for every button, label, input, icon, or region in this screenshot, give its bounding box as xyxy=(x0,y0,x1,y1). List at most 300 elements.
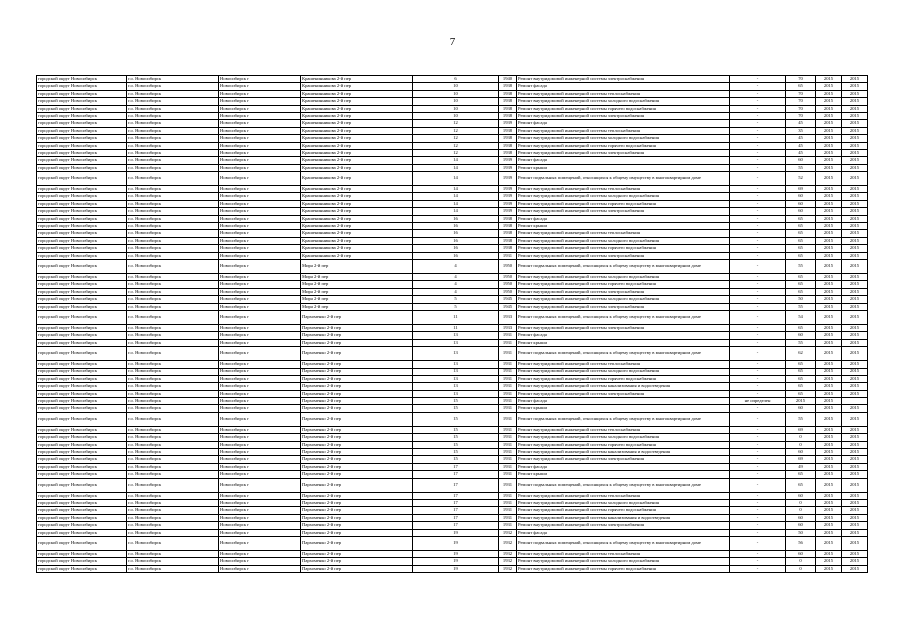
cell-city: Новосибирск г xyxy=(219,361,301,368)
cell-plan-end: 2015 xyxy=(842,288,868,295)
table-row xyxy=(37,273,868,280)
cell-house: 19 xyxy=(413,536,499,550)
table-row xyxy=(37,412,868,426)
cell-settlement: г.о. Новосибирск xyxy=(127,208,219,215)
cell-city: Новосибирск г xyxy=(219,288,301,295)
cell-work-type: Ремонт внутридомовой инженерной системы холодного водоснабжения xyxy=(517,135,730,142)
cell-street: Пархоменко 2-й пер xyxy=(301,390,413,397)
cell-city: Новосибирск г xyxy=(219,565,301,572)
table-row xyxy=(37,463,868,470)
cell-house: 10 xyxy=(413,112,499,119)
cell-work-type: Ремонт внутридомовой инженерной системы электроснабжения xyxy=(517,112,730,119)
cell-work-type: Ремонт внутридомовой инженерной системы холодного водоснабжения xyxy=(517,237,730,244)
cell-year: 1950 xyxy=(499,259,517,273)
cell-year: 1931 xyxy=(499,339,517,346)
cell-wear: 2015 xyxy=(786,398,816,405)
cell-standard: - xyxy=(730,441,786,448)
cell-plan-start: 2015 xyxy=(816,478,842,492)
cell-work-type: Ремонт фасада xyxy=(517,529,730,536)
cell-city: Новосибирск г xyxy=(219,405,301,412)
cell-city: Новосибирск г xyxy=(219,296,301,303)
cell-settlement: г.о. Новосибирск xyxy=(127,558,219,565)
table-row xyxy=(37,558,868,565)
cell-plan-start: 2015 xyxy=(816,426,842,433)
cell-wear: 65 xyxy=(786,390,816,397)
cell-plan-start: 2015 xyxy=(816,471,842,478)
cell-settlement: г.о. Новосибирск xyxy=(127,127,219,134)
cell-municipality: городской округ Новосибирск xyxy=(37,529,127,536)
cell-standard: - xyxy=(730,390,786,397)
cell-municipality: городской округ Новосибирск xyxy=(37,405,127,412)
cell-standard: - xyxy=(730,347,786,361)
cell-city: Новосибирск г xyxy=(219,303,301,310)
cell-year: 1939 xyxy=(499,120,517,127)
cell-municipality: городской округ Новосибирск xyxy=(37,324,127,331)
cell-street: Мира 2-й пер xyxy=(301,288,413,295)
cell-settlement: г.о. Новосибирск xyxy=(127,347,219,361)
table-row xyxy=(37,120,868,127)
cell-street: Пархоменко 2-й пер xyxy=(301,361,413,368)
cell-house: 13 xyxy=(413,383,499,390)
cell-work-type: Ремонт внутридомовой инженерной системы теплоснабжения xyxy=(517,550,730,557)
cell-city: Новосибирск г xyxy=(219,514,301,521)
cell-city: Новосибирск г xyxy=(219,157,301,164)
cell-plan-end: 2015 xyxy=(842,492,868,499)
cell-work-type: Ремонт внутридомовой инженерной системы теплоснабжения xyxy=(517,127,730,134)
cell-street: Пархоменко 2-й пер xyxy=(301,499,413,506)
cell-standard: - xyxy=(730,112,786,119)
cell-street: Пархоменко 2-й пер xyxy=(301,558,413,565)
cell-city: Новосибирск г xyxy=(219,347,301,361)
cell-house: 10 xyxy=(413,105,499,112)
cell-city: Новосибирск г xyxy=(219,223,301,230)
cell-settlement: г.о. Новосибирск xyxy=(127,550,219,557)
cell-municipality: городской округ Новосибирск xyxy=(37,361,127,368)
cell-house: 5 xyxy=(413,303,499,310)
cell-plan-start: 2015 xyxy=(816,441,842,448)
cell-municipality: городской округ Новосибирск xyxy=(37,127,127,134)
cell-city: Новосибирск г xyxy=(219,324,301,331)
cell-plan-end: 2015 xyxy=(842,463,868,470)
cell-house: 12 xyxy=(413,135,499,142)
cell-plan-start: 2015 xyxy=(816,157,842,164)
cell-municipality: городской округ Новосибирск xyxy=(37,492,127,499)
cell-house: 14 xyxy=(413,208,499,215)
page-number: 7 xyxy=(449,36,456,48)
cell-standard: - xyxy=(730,76,786,83)
cell-standard: - xyxy=(730,193,786,200)
cell-street: Пархоменко 2-й пер xyxy=(301,405,413,412)
cell-plan-start: 2015 xyxy=(816,120,842,127)
cell-street: Крашенинникова 2-й пер xyxy=(301,208,413,215)
table-row xyxy=(37,492,868,499)
cell-year: 1931 xyxy=(499,434,517,441)
cell-work-type: Ремонт крыши xyxy=(517,164,730,171)
cell-plan-end: 2015 xyxy=(842,514,868,521)
cell-municipality: городской округ Новосибирск xyxy=(37,347,127,361)
cell-plan-start: 2015 xyxy=(816,507,842,514)
table-row xyxy=(37,339,868,346)
cell-municipality: городской округ Новосибирск xyxy=(37,426,127,433)
table-row xyxy=(37,332,868,339)
cell-city: Новосибирск г xyxy=(219,135,301,142)
cell-plan-end: 2015 xyxy=(842,324,868,331)
cell-house: 14 xyxy=(413,200,499,207)
cell-settlement: г.о. Новосибирск xyxy=(127,157,219,164)
cell-city: Новосибирск г xyxy=(219,164,301,171)
cell-house: 13 xyxy=(413,339,499,346)
cell-settlement: г.о. Новосибирск xyxy=(127,259,219,273)
cell-street: Крашенинникова 2-й пер xyxy=(301,164,413,171)
cell-plan-end: 2015 xyxy=(842,507,868,514)
cell-wear: 60 xyxy=(786,550,816,557)
cell-house: 11 xyxy=(413,310,499,324)
cell-municipality: городской округ Новосибирск xyxy=(37,456,127,463)
cell-plan-end: 2015 xyxy=(842,83,868,90)
cell-wear: 65 xyxy=(786,245,816,252)
cell-city: Новосибирск г xyxy=(219,390,301,397)
cell-municipality: городской округ Новосибирск xyxy=(37,90,127,97)
cell-work-type: Ремонт подвальных помещений, относящихся к общему имуществу в многоквартирном доме xyxy=(517,478,730,492)
cell-municipality: городской округ Новосибирск xyxy=(37,550,127,557)
cell-year: 1939 xyxy=(499,164,517,171)
cell-municipality: городской округ Новосибирск xyxy=(37,303,127,310)
cell-year: 1932 xyxy=(499,529,517,536)
repair-registry-table xyxy=(36,75,868,573)
cell-work-type: Ремонт фасада xyxy=(517,83,730,90)
cell-standard: - xyxy=(730,303,786,310)
cell-year: 1931 xyxy=(499,412,517,426)
cell-wear: 45 xyxy=(786,120,816,127)
cell-street: Пархоменко 2-й пер xyxy=(301,426,413,433)
cell-standard: - xyxy=(730,405,786,412)
table-row xyxy=(37,186,868,193)
cell-plan-start: 2015 xyxy=(816,303,842,310)
cell-city: Новосибирск г xyxy=(219,550,301,557)
table-row xyxy=(37,230,868,237)
cell-municipality: городской округ Новосибирск xyxy=(37,499,127,506)
cell-house: 14 xyxy=(413,172,499,186)
cell-municipality: городской округ Новосибирск xyxy=(37,105,127,112)
cell-wear: 0 xyxy=(786,507,816,514)
cell-work-type: Ремонт подвальных помещений, относящихся к общему имуществу в многоквартирном доме xyxy=(517,347,730,361)
cell-house: 16 xyxy=(413,245,499,252)
cell-street: Крашенинникова 2-й пер xyxy=(301,98,413,105)
cell-municipality: городской округ Новосибирск xyxy=(37,339,127,346)
cell-year: 1939 xyxy=(499,172,517,186)
cell-standard: - xyxy=(730,499,786,506)
cell-standard: - xyxy=(730,332,786,339)
cell-wear: 69 xyxy=(786,186,816,193)
cell-plan-end: 2015 xyxy=(842,237,868,244)
cell-wear: 65 xyxy=(786,361,816,368)
table-row xyxy=(37,149,868,156)
cell-plan-start: 2015 xyxy=(816,434,842,441)
table-row xyxy=(37,507,868,514)
cell-wear: 45 xyxy=(786,149,816,156)
cell-plan-start: 2015 xyxy=(816,215,842,222)
cell-work-type: Ремонт подвальных помещений, относящихся к общему имуществу в многоквартирном доме xyxy=(517,172,730,186)
cell-work-type: Ремонт внутридомовой инженерной системы канализования и водоотведения xyxy=(517,383,730,390)
table-row xyxy=(37,398,868,405)
cell-year: 1932 xyxy=(499,536,517,550)
cell-plan-start: 2015 xyxy=(816,347,842,361)
cell-house: 15 xyxy=(413,426,499,433)
table-row xyxy=(37,237,868,244)
cell-wear: 55 xyxy=(786,259,816,273)
cell-wear: 65 xyxy=(786,471,816,478)
cell-street: Крашенинникова 2-й пер xyxy=(301,135,413,142)
cell-work-type: Ремонт внутридомовой инженерной системы электроснабжения xyxy=(517,324,730,331)
cell-year: 1950 xyxy=(499,281,517,288)
cell-municipality: городской округ Новосибирск xyxy=(37,83,127,90)
cell-city: Новосибирск г xyxy=(219,259,301,273)
cell-year: 1945 xyxy=(499,303,517,310)
cell-standard: - xyxy=(730,273,786,280)
cell-standard: - xyxy=(730,368,786,375)
cell-house: 16 xyxy=(413,230,499,237)
cell-settlement: г.о. Новосибирск xyxy=(127,449,219,456)
cell-year: 1931 xyxy=(499,332,517,339)
cell-wear: 65 xyxy=(786,230,816,237)
cell-plan-end: 2015 xyxy=(842,281,868,288)
cell-city: Новосибирск г xyxy=(219,200,301,207)
cell-city: Новосибирск г xyxy=(219,536,301,550)
cell-plan-end: 2015 xyxy=(842,390,868,397)
cell-plan-end: 2015 xyxy=(842,499,868,506)
cell-wear: 70 xyxy=(786,112,816,119)
cell-standard: - xyxy=(730,296,786,303)
cell-plan-end: 2015 xyxy=(842,296,868,303)
cell-plan-start: 2015 xyxy=(816,273,842,280)
cell-work-type: Ремонт внутридомовой инженерной системы теплоснабжения xyxy=(517,492,730,499)
cell-municipality: городской округ Новосибирск xyxy=(37,412,127,426)
cell-settlement: г.о. Новосибирск xyxy=(127,522,219,529)
cell-city: Новосибирск г xyxy=(219,149,301,156)
cell-city: Новосибирск г xyxy=(219,142,301,149)
cell-year: 1931 xyxy=(499,405,517,412)
cell-standard: - xyxy=(730,90,786,97)
cell-standard: - xyxy=(730,200,786,207)
cell-plan-end: 2015 xyxy=(842,449,868,456)
cell-street: Крашенинникова 2-й пер xyxy=(301,200,413,207)
cell-plan-end: 2015 xyxy=(842,339,868,346)
cell-wear: 65 xyxy=(786,478,816,492)
cell-work-type: Ремонт фасада xyxy=(517,332,730,339)
cell-plan-start: 2015 xyxy=(816,412,842,426)
cell-work-type: Ремонт внутридомовой инженерной системы электроснабжения xyxy=(517,208,730,215)
cell-plan-start: 2015 xyxy=(816,514,842,521)
cell-work-type: Ремонт внутридомовой инженерной системы холодного водоснабжения xyxy=(517,368,730,375)
table-row xyxy=(37,112,868,119)
cell-standard: - xyxy=(730,310,786,324)
cell-standard: - xyxy=(730,215,786,222)
cell-standard: - xyxy=(730,208,786,215)
cell-city: Новосибирск г xyxy=(219,441,301,448)
cell-standard: - xyxy=(730,478,786,492)
cell-city: Новосибирск г xyxy=(219,383,301,390)
cell-house: 15 xyxy=(413,456,499,463)
cell-plan-start: 2015 xyxy=(816,259,842,273)
cell-plan-end: 2015 xyxy=(842,76,868,83)
cell-year: 1938 xyxy=(499,127,517,134)
cell-settlement: г.о. Новосибирск xyxy=(127,456,219,463)
table-row xyxy=(37,550,868,557)
cell-standard: - xyxy=(730,245,786,252)
cell-municipality: городской округ Новосибирск xyxy=(37,157,127,164)
cell-house: 17 xyxy=(413,499,499,506)
cell-standard: - xyxy=(730,252,786,259)
cell-work-type: Ремонт фасада xyxy=(517,398,730,405)
cell-plan-end: 2015 xyxy=(842,310,868,324)
cell-standard: - xyxy=(730,83,786,90)
cell-settlement: г.о. Новосибирск xyxy=(127,324,219,331)
cell-standard: - xyxy=(730,507,786,514)
table-row xyxy=(37,368,868,375)
cell-house: 15 xyxy=(413,434,499,441)
cell-work-type: Ремонт внутридомовой инженерной системы теплоснабжения xyxy=(517,361,730,368)
cell-standard: - xyxy=(730,412,786,426)
cell-plan-end: 2015 xyxy=(842,245,868,252)
cell-standard: - xyxy=(730,456,786,463)
cell-year: 1931 xyxy=(499,507,517,514)
cell-municipality: городской округ Новосибирск xyxy=(37,164,127,171)
cell-settlement: г.о. Новосибирск xyxy=(127,536,219,550)
cell-street: Мира 2-й пер xyxy=(301,281,413,288)
table-row xyxy=(37,361,868,368)
table-row xyxy=(37,200,868,207)
cell-street: Пархоменко 2-й пер xyxy=(301,550,413,557)
cell-plan-start: 2015 xyxy=(816,200,842,207)
cell-work-type: Ремонт внутридомовой инженерной системы электроснабжения xyxy=(517,390,730,397)
cell-city: Новосибирск г xyxy=(219,375,301,382)
cell-plan-start: 2015 xyxy=(816,383,842,390)
cell-settlement: г.о. Новосибирск xyxy=(127,339,219,346)
cell-street: Пархоменко 2-й пер xyxy=(301,412,413,426)
cell-plan-end: 2015 xyxy=(842,550,868,557)
table-row xyxy=(37,522,868,529)
cell-standard: - xyxy=(730,434,786,441)
cell-plan-start: 2015 xyxy=(816,83,842,90)
cell-street: Пархоменко 2-й пер xyxy=(301,310,413,324)
cell-municipality: городской округ Новосибирск xyxy=(37,449,127,456)
cell-plan-end: 2015 xyxy=(842,208,868,215)
cell-standard: - xyxy=(730,230,786,237)
cell-work-type: Ремонт внутридомовой инженерной системы теплоснабжения xyxy=(517,230,730,237)
cell-street: Пархоменко 2-й пер xyxy=(301,441,413,448)
cell-municipality: городской округ Новосибирск xyxy=(37,112,127,119)
cell-wear: 65 xyxy=(786,288,816,295)
cell-municipality: городской округ Новосибирск xyxy=(37,368,127,375)
cell-work-type: Ремонт подвальных помещений, относящихся к общему имуществу в многоквартирном доме xyxy=(517,259,730,273)
cell-plan-end: 2015 xyxy=(842,135,868,142)
cell-work-type: Ремонт внутридомовой инженерной системы электроснабжения xyxy=(517,76,730,83)
cell-street: Пархоменко 2-й пер xyxy=(301,324,413,331)
cell-street: Крашенинникова 2-й пер xyxy=(301,157,413,164)
cell-city: Новосибирск г xyxy=(219,105,301,112)
cell-house: 15 xyxy=(413,398,499,405)
cell-wear: 65 xyxy=(786,273,816,280)
cell-work-type: Ремонт внутридомовой инженерной системы горячего водоснабжения xyxy=(517,105,730,112)
cell-municipality: городской округ Новосибирск xyxy=(37,273,127,280)
cell-year: 1931 xyxy=(499,252,517,259)
cell-municipality: городской округ Новосибирск xyxy=(37,200,127,207)
cell-street: Пархоменко 2-й пер xyxy=(301,347,413,361)
cell-plan-start: 2015 xyxy=(816,398,842,405)
cell-plan-end: 2015 xyxy=(842,252,868,259)
cell-plan-start: 2015 xyxy=(816,536,842,550)
table-row xyxy=(37,142,868,149)
cell-city: Новосибирск г xyxy=(219,245,301,252)
cell-plan-end: 2015 xyxy=(842,164,868,171)
cell-settlement: г.о. Новосибирск xyxy=(127,375,219,382)
cell-street: Пархоменко 2-й пер xyxy=(301,514,413,521)
cell-street: Пархоменко 2-й пер xyxy=(301,463,413,470)
cell-house: 6 xyxy=(413,76,499,83)
cell-year: 1938 xyxy=(499,83,517,90)
cell-street: Мира 2-й пер xyxy=(301,296,413,303)
cell-wear: 60 xyxy=(786,208,816,215)
cell-work-type: Ремонт крыши xyxy=(517,471,730,478)
cell-house: 16 xyxy=(413,252,499,259)
cell-municipality: городской округ Новосибирск xyxy=(37,478,127,492)
cell-wear: 0 xyxy=(786,565,816,572)
cell-work-type: Ремонт внутридомовой инженерной системы электроснабжения xyxy=(517,456,730,463)
cell-settlement: г.о. Новосибирск xyxy=(127,426,219,433)
cell-settlement: г.о. Новосибирск xyxy=(127,215,219,222)
cell-municipality: городской округ Новосибирск xyxy=(37,120,127,127)
cell-city: Новосибирск г xyxy=(219,76,301,83)
cell-standard: - xyxy=(730,288,786,295)
cell-year: 1939 xyxy=(499,193,517,200)
cell-year: 1933 xyxy=(499,310,517,324)
cell-year: 1931 xyxy=(499,390,517,397)
cell-standard: - xyxy=(730,281,786,288)
cell-standard: - xyxy=(730,172,786,186)
cell-street: Крашенинникова 2-й пер xyxy=(301,215,413,222)
cell-plan-start: 2015 xyxy=(816,149,842,156)
cell-plan-end: 2015 xyxy=(842,223,868,230)
cell-plan-end: 2015 xyxy=(842,303,868,310)
cell-settlement: г.о. Новосибирск xyxy=(127,332,219,339)
table-row xyxy=(37,390,868,397)
cell-house: 17 xyxy=(413,463,499,470)
cell-plan-start: 2015 xyxy=(816,142,842,149)
cell-street: Пархоменко 2-й пер xyxy=(301,434,413,441)
cell-plan-end: 2015 xyxy=(842,120,868,127)
cell-work-type: Ремонт внутридомовой инженерной системы горячего водоснабжения xyxy=(517,507,730,514)
cell-year: 1931 xyxy=(499,471,517,478)
cell-wear: 65 xyxy=(786,223,816,230)
cell-street: Крашенинникова 2-й пер xyxy=(301,186,413,193)
cell-street: Крашенинникова 2-й пер xyxy=(301,105,413,112)
cell-house: 17 xyxy=(413,492,499,499)
cell-settlement: г.о. Новосибирск xyxy=(127,223,219,230)
cell-standard: - xyxy=(730,449,786,456)
cell-street: Пархоменко 2-й пер xyxy=(301,478,413,492)
table-row xyxy=(37,259,868,273)
table-row xyxy=(37,405,868,412)
cell-house: 10 xyxy=(413,98,499,105)
table-row xyxy=(37,98,868,105)
cell-city: Новосибирск г xyxy=(219,172,301,186)
cell-settlement: г.о. Новосибирск xyxy=(127,303,219,310)
cell-plan-end: 2015 xyxy=(842,529,868,536)
cell-settlement: г.о. Новосибирск xyxy=(127,529,219,536)
table-row xyxy=(37,441,868,448)
cell-plan-start: 2015 xyxy=(816,172,842,186)
cell-wear: 70 xyxy=(786,98,816,105)
